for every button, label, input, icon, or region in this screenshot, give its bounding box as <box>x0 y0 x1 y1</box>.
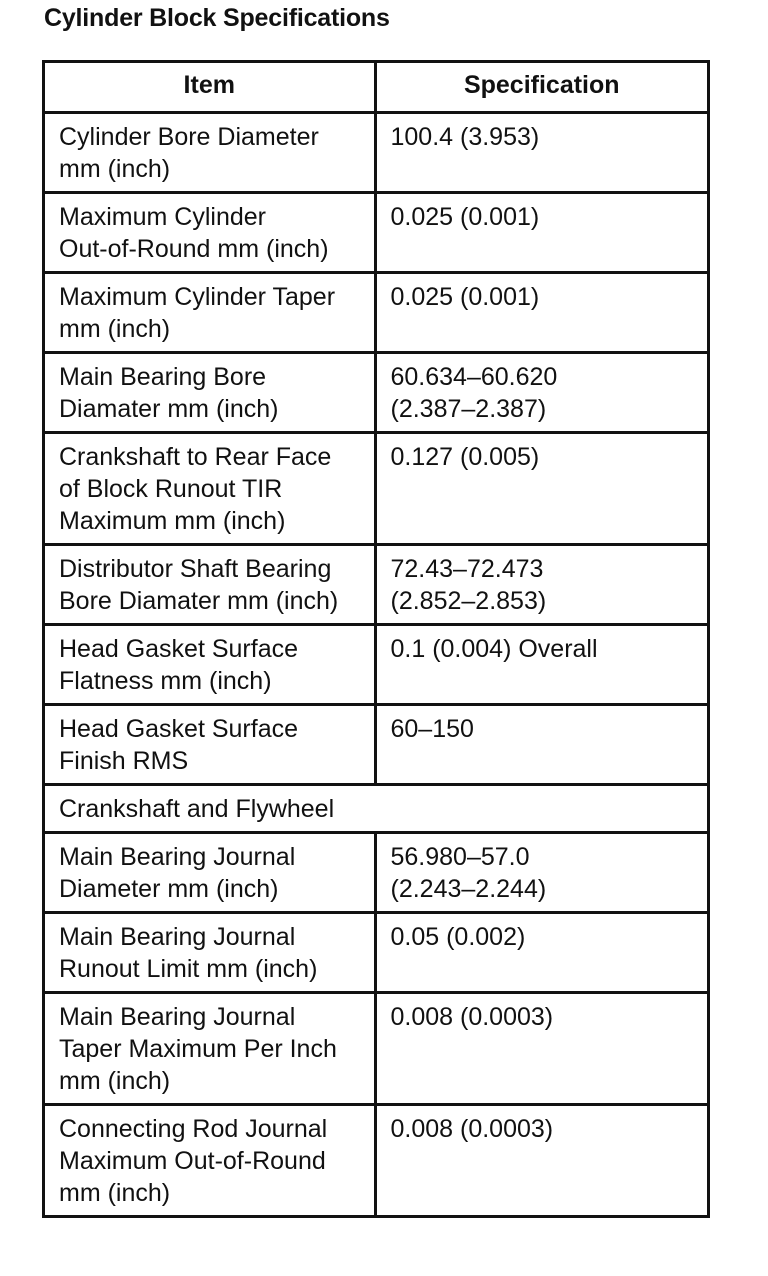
section-row <box>44 785 709 833</box>
cell-text-line: 56.980–57.0 <box>390 843 530 871</box>
item-cell <box>44 705 376 785</box>
column-header-specification: Specification <box>375 62 709 113</box>
cell-text-line: Crankshaft to Rear Face <box>59 443 332 471</box>
cell-text-line: mm (inch) <box>59 1067 171 1095</box>
item-cell <box>44 193 376 273</box>
specification-cell <box>375 913 709 993</box>
cell-text-line: Maximum Cylinder Taper <box>59 283 336 311</box>
table-row <box>44 193 709 273</box>
cell-text-line: 0.05 (0.002) <box>390 923 526 951</box>
specification-cell <box>375 193 709 273</box>
cell-text-line: Maximum Cylinder <box>59 203 266 231</box>
cell-text-line: Diameter mm (inch) <box>59 875 279 903</box>
cell-text-line: Bore Diamater mm (inch) <box>59 587 339 615</box>
cell-text-line: Flatness mm (inch) <box>59 667 272 695</box>
specification-cell <box>375 993 709 1105</box>
cell-text-line: 0.127 (0.005) <box>390 443 540 471</box>
column-header-item: Item <box>44 62 376 113</box>
table-row <box>44 353 709 433</box>
cell-text-line: mm (inch) <box>59 155 171 183</box>
item-cell <box>44 625 376 705</box>
table-row <box>44 913 709 993</box>
cell-text-line: Maximum mm (inch) <box>59 507 286 535</box>
table-row <box>44 705 709 785</box>
cell-text-line: mm (inch) <box>59 315 171 343</box>
table-row <box>44 993 709 1105</box>
cell-text-line: Runout Limit mm (inch) <box>59 955 318 983</box>
specification-cell <box>375 545 709 625</box>
cell-text-line: 0.008 (0.0003) <box>390 1115 554 1143</box>
cell-text-line: Main Bearing Journal <box>59 1003 296 1031</box>
cell-text-line: (2.852–2.853) <box>390 587 547 615</box>
cell-text-line: Connecting Rod Journal <box>59 1115 328 1143</box>
item-cell <box>44 913 376 993</box>
table-row <box>44 273 709 353</box>
table-row <box>44 113 709 193</box>
cell-text-line: Head Gasket Surface <box>59 715 299 743</box>
cell-text-line: 60.634–60.620 <box>390 363 558 391</box>
item-cell <box>44 273 376 353</box>
page-title: Cylinder Block Specifications <box>44 4 390 32</box>
item-cell <box>44 353 376 433</box>
cell-text-line: Cylinder Bore Diameter <box>59 123 319 151</box>
cell-text-line: Main Bearing Bore <box>59 363 267 391</box>
table-row <box>44 433 709 545</box>
item-cell <box>44 1105 376 1217</box>
specifications-table <box>42 60 710 1218</box>
specification-cell <box>375 353 709 433</box>
specification-cell <box>375 705 709 785</box>
header-row <box>44 62 709 113</box>
cell-text-line: Diamater mm (inch) <box>59 395 279 423</box>
cell-text-line: Head Gasket Surface <box>59 635 299 663</box>
cell-text-line: 0.025 (0.001) <box>390 283 540 311</box>
cell-text-line: Out-of-Round mm (inch) <box>59 235 329 263</box>
table-body <box>44 113 709 1217</box>
cell-text-line: Main Bearing Journal <box>59 923 296 951</box>
specification-cell <box>375 1105 709 1217</box>
table-row <box>44 545 709 625</box>
section-heading: Crankshaft and Flywheel <box>44 785 709 833</box>
table-row <box>44 1105 709 1217</box>
item-cell <box>44 833 376 913</box>
cell-text-line: Taper Maximum Per Inch <box>59 1035 337 1063</box>
item-cell <box>44 993 376 1105</box>
specification-cell <box>375 433 709 545</box>
cell-text-line: 60–150 <box>390 715 474 743</box>
specification-cell <box>375 833 709 913</box>
cell-text-line: mm (inch) <box>59 1179 171 1207</box>
specification-cell <box>375 625 709 705</box>
cell-text-line: of Block Runout TIR <box>59 475 283 503</box>
cell-text-line: (2.243–2.244) <box>390 875 547 903</box>
cell-text-line: 0.1 (0.004) Overall <box>390 635 598 663</box>
cell-text-line: 72.43–72.473 <box>390 555 544 583</box>
cell-text-line: Distributor Shaft Bearing <box>59 555 332 583</box>
cell-text-line: Main Bearing Journal <box>59 843 296 871</box>
cell-text-line: 0.025 (0.001) <box>390 203 540 231</box>
item-cell <box>44 545 376 625</box>
cell-text-line: 100.4 (3.953) <box>390 123 540 151</box>
cell-text-line: 0.008 (0.0003) <box>390 1003 554 1031</box>
cell-text-line: (2.387–2.387) <box>390 395 547 423</box>
item-cell <box>44 433 376 545</box>
specification-cell <box>375 273 709 353</box>
cell-text-line: Finish RMS <box>59 747 189 775</box>
table-row <box>44 833 709 913</box>
table-row <box>44 625 709 705</box>
item-cell <box>44 113 376 193</box>
specification-cell <box>375 113 709 193</box>
cell-text-line: Maximum Out-of-Round <box>59 1147 326 1175</box>
